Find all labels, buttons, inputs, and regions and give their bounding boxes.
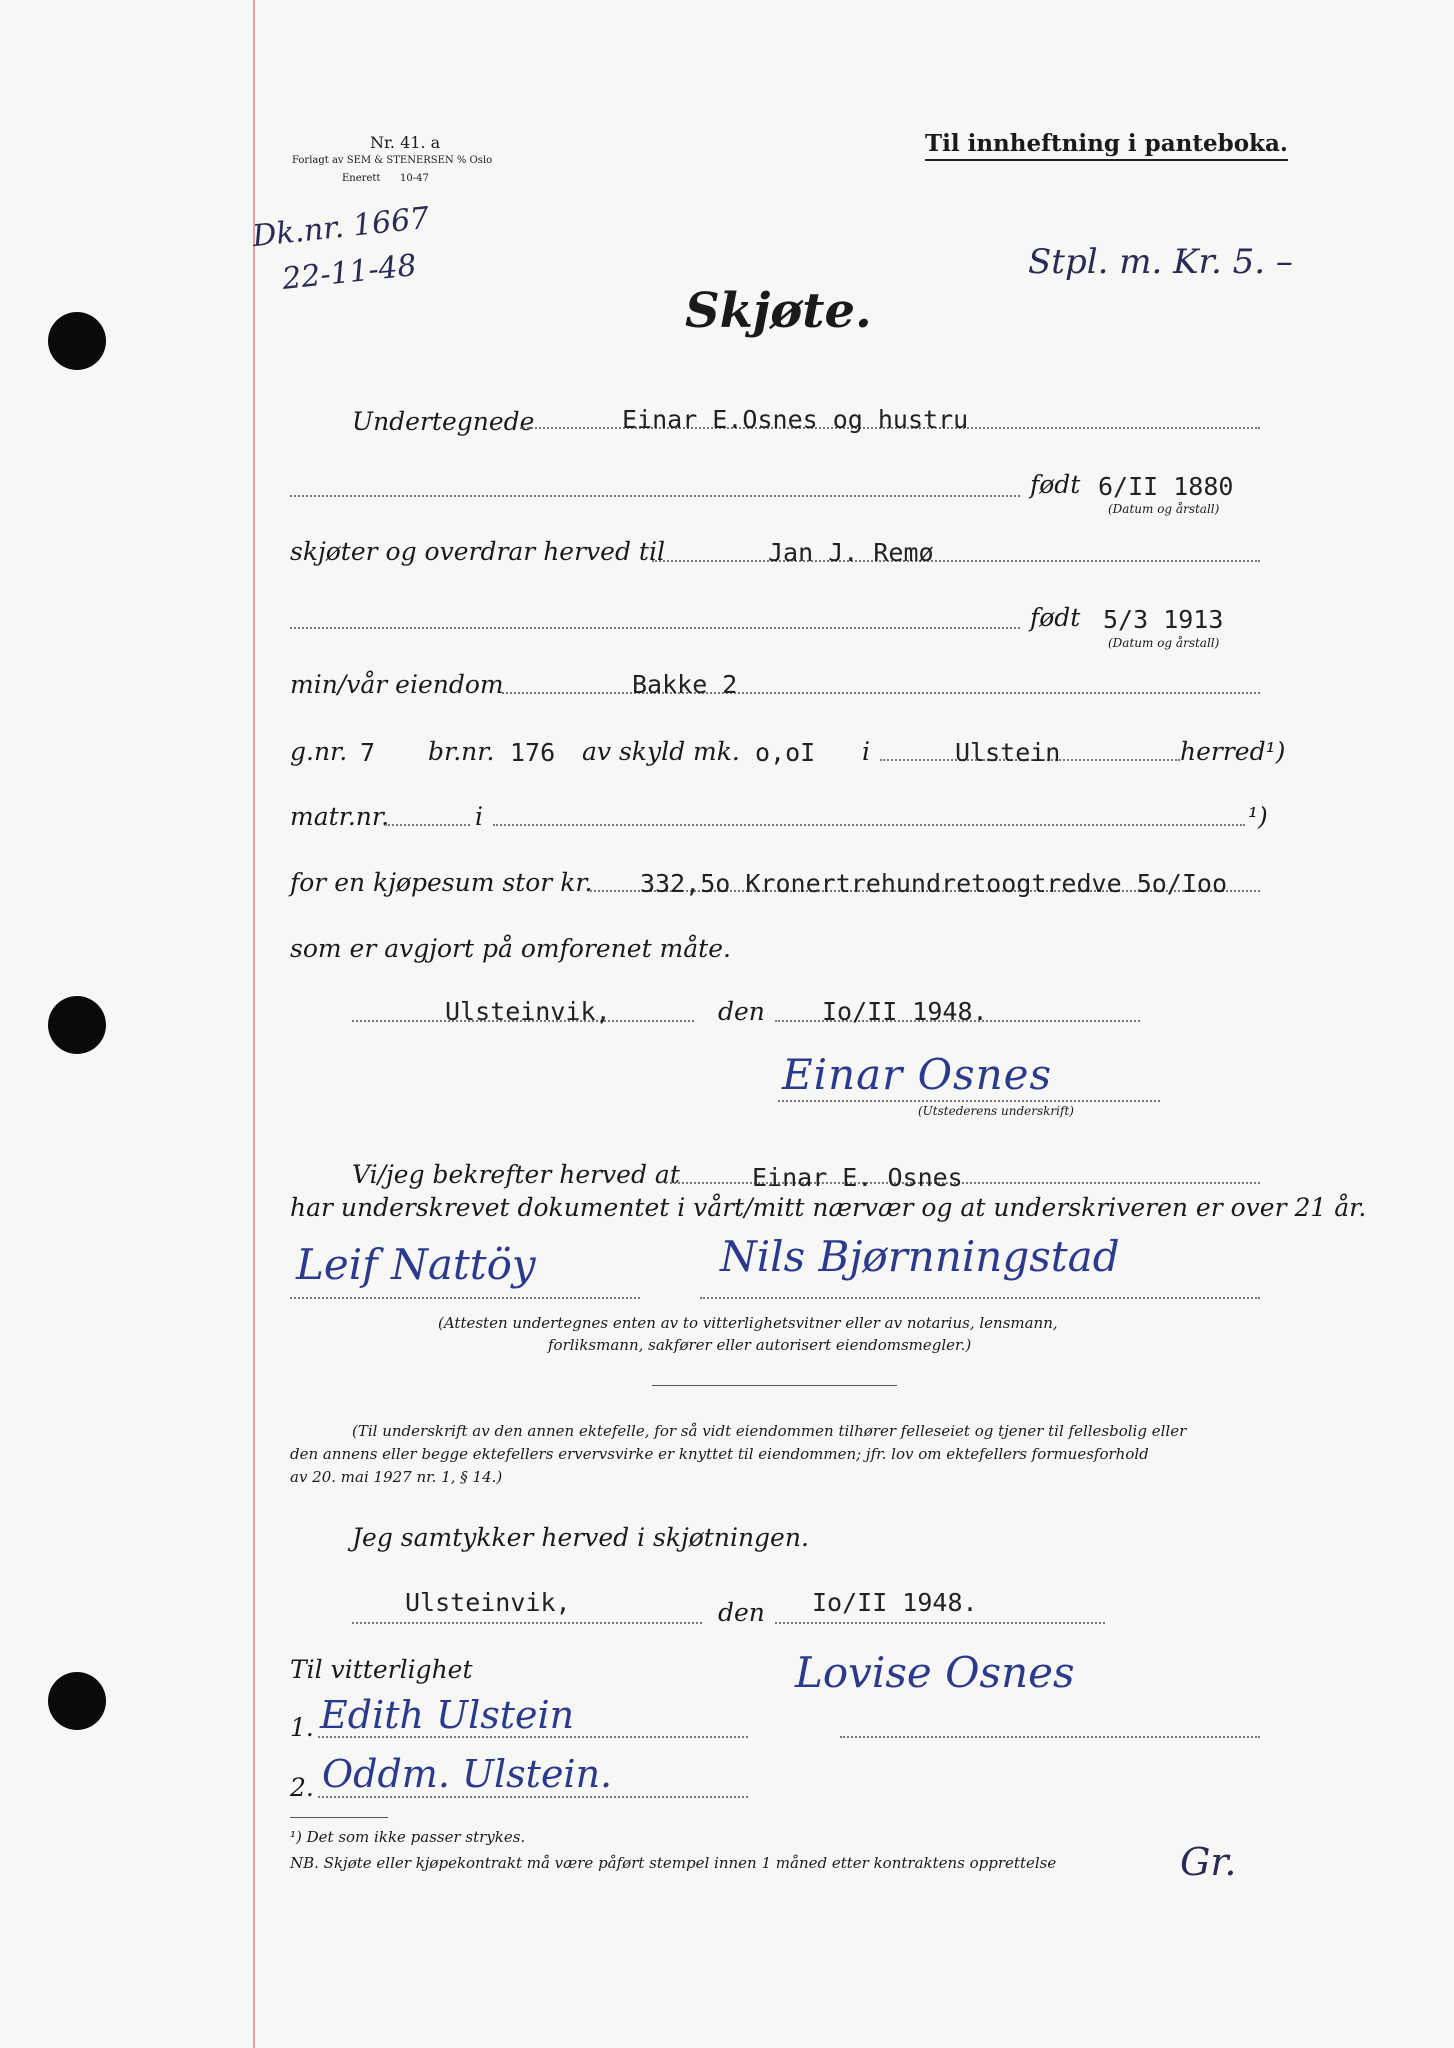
date-1-value: Io/II 1948. <box>822 997 988 1026</box>
kjopesum-label: for en kjøpesum stor kr. <box>290 868 593 897</box>
seller-born-value: 6/II 1880 <box>1098 472 1234 501</box>
attest-line-1 <box>290 1297 640 1299</box>
vitterlighet-label: Til vitterlighet <box>290 1655 473 1684</box>
buyer-born-hint: (Datum og årstall) <box>1108 636 1220 650</box>
skyld-value: o,oI <box>755 738 816 767</box>
place-1-value: Ulsteinvik, <box>445 997 611 1026</box>
seller-born-label: født <box>1030 470 1081 499</box>
red-margin-line <box>253 0 255 2048</box>
seller-born-hint: (Datum og årstall) <box>1108 502 1220 516</box>
spouse-note-1: (Til underskrift av den annen ektefelle, for så vidt eiendommen tilhører felleseiet og tjener til fellesbolig eller <box>352 1422 1187 1440</box>
spouse-signature: Lovise Osnes <box>795 1648 1075 1697</box>
underskrevet-label: har underskrevet dokumentet i vårt/mitt nærvær og at underskriveren er over 21 år. <box>290 1193 1367 1222</box>
attest-signature-2: Nils Bjørnningstad <box>720 1232 1120 1281</box>
matrnr-footnote-mark: ¹) <box>1248 802 1268 831</box>
header-title: Til innheftning i panteboka. <box>925 130 1288 161</box>
date-2-value: Io/II 1948. <box>812 1588 978 1617</box>
footnote-divider <box>290 1817 388 1818</box>
attest-signature-1: Leif Nattöy <box>296 1240 536 1289</box>
eiendom-line <box>502 692 1260 694</box>
witness-1-number: 1. <box>290 1713 314 1742</box>
gnr-value: 7 <box>360 738 376 767</box>
witness-2-signature: Oddm. Ulstein. <box>322 1752 613 1796</box>
attest-note-2: forliksmann, sakfører eller autorisert eiendomsmegler.) <box>548 1336 972 1354</box>
skyld-label: av skyld mk. <box>582 737 740 766</box>
buyer-born-label: født <box>1030 603 1081 632</box>
gnr-label: g.nr. <box>290 737 348 766</box>
issuer-signature: Einar Osnes <box>782 1050 1053 1099</box>
skjoter-label: skjøter og overdrar herved til <box>290 537 665 566</box>
punch-hole-top <box>48 312 106 370</box>
herred-label: herred¹) <box>1180 737 1286 766</box>
attest-note-1: (Attesten undertegnes enten av to vitterlighetsvitner eller av notarius, lensmann, <box>438 1314 1058 1332</box>
herred-value: Ulstein <box>955 738 1061 767</box>
brnr-value: 176 <box>510 738 556 767</box>
form-number: Nr. 41. a <box>370 133 441 152</box>
buyer-value: Jan J. Remø <box>768 538 934 567</box>
matrnr-line <box>385 824 470 826</box>
footnote-1: ¹) Det som ikke passer strykes. <box>290 1828 526 1846</box>
punch-hole-middle <box>48 996 106 1054</box>
eiendom-label: min/vår eiendom <box>290 670 504 699</box>
stamp-fee-note: Stpl. m. Kr. 5. – <box>1028 242 1293 282</box>
brnr-label: br.nr. <box>428 737 495 766</box>
attest-line-2 <box>700 1297 1260 1299</box>
rights-line: Enerett <box>342 173 381 184</box>
seller-extra-line <box>290 495 1020 497</box>
matrnr-place-line <box>493 824 1245 826</box>
property-value: Bakke 2 <box>632 670 738 699</box>
samtykker-label: Jeg samtykker herved i skjøtningen. <box>352 1523 809 1552</box>
place-2-line <box>352 1622 702 1624</box>
matrnr-i-label: i <box>475 802 483 831</box>
avgjort-label: som er avgjort på omforenet måte. <box>290 934 731 963</box>
den-1-label: den <box>718 997 765 1026</box>
den-2-label: den <box>718 1598 765 1627</box>
bottom-initial: Gr. <box>1180 1840 1237 1884</box>
place-2-value: Ulsteinvik, <box>405 1588 571 1617</box>
undertegnede-label: Undertegnede <box>352 407 535 436</box>
seller-value: Einar E.Osnes og hustru <box>622 405 969 434</box>
footnote-2: NB. Skjøte eller kjøpekontrakt må være påført stempel innen 1 måned etter kontraktens opprettelse <box>290 1854 1057 1872</box>
confirmed-name-value: Einar E. Osnes <box>752 1163 963 1192</box>
form-date: 10-47 <box>400 173 429 184</box>
spouse-note-2: den annens eller begge ektefellers ervervsvirke er knyttet til eiendommen; jfr. lov om ektefellers formuesforhold <box>290 1445 1149 1463</box>
witness-1-line <box>318 1736 748 1738</box>
herred-i-label: i <box>862 737 870 766</box>
witness-2-number: 2. <box>290 1773 314 1802</box>
matrnr-label: matr.nr. <box>290 802 390 831</box>
doc-number-note: Dk.nr. 1667 <box>250 200 431 255</box>
amount-value: 332,5o Kronertrehundretoogtredve 5o/Ioo <box>640 869 1227 898</box>
buyer-born-value: 5/3 1913 <box>1103 605 1224 634</box>
page-title: Skjøte. <box>685 283 872 339</box>
buyer-extra-line <box>290 627 1020 629</box>
spouse-signature-line <box>840 1736 1260 1738</box>
buyer-line <box>652 560 1260 562</box>
witness-2-line <box>318 1796 748 1798</box>
publisher-line: Forlagt av SEM & STENERSEN % Oslo <box>292 155 493 166</box>
issuer-signature-line <box>778 1100 1160 1102</box>
witness-1-signature: Edith Ulstein <box>320 1693 575 1737</box>
doc-date-note: 22-11-48 <box>280 248 419 297</box>
date-2-line <box>775 1622 1105 1624</box>
bekrefter-label: Vi/jeg bekrefter herved at <box>352 1160 680 1189</box>
spouse-note-3: av 20. mai 1927 nr. 1, § 14.) <box>290 1468 503 1486</box>
section-divider <box>652 1385 897 1386</box>
issuer-signature-hint: (Utstederens underskrift) <box>918 1104 1074 1118</box>
punch-hole-bottom <box>48 1672 106 1730</box>
